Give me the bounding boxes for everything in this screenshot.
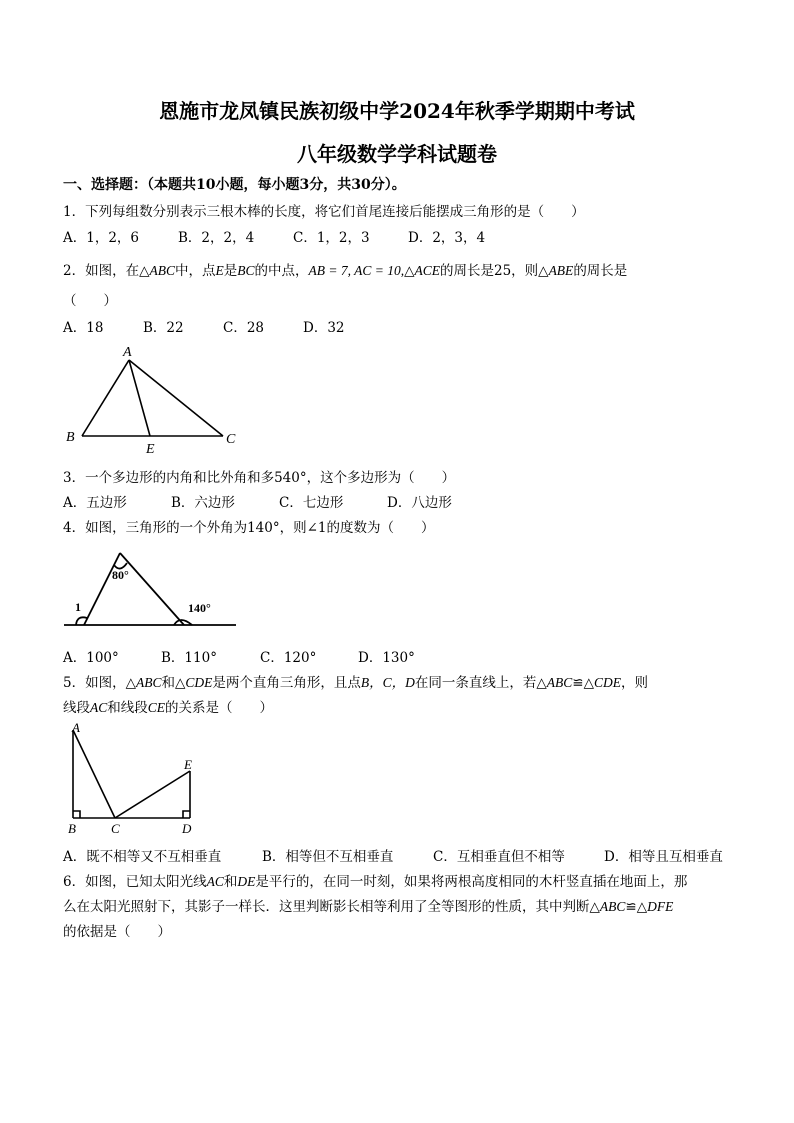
question-4-option-a: A．100° (63, 650, 119, 666)
question-4-option-b: B．110° (161, 650, 217, 666)
label-d: D (182, 821, 192, 836)
segment-ab (82, 360, 129, 436)
question-2-option-d: D．32 (303, 320, 345, 336)
question-1-option-c: C．1，2，3 (293, 230, 370, 246)
left-side (84, 553, 120, 625)
angle-label-top: 80° (112, 568, 129, 582)
right-angle-d (183, 811, 190, 818)
segment-ac (73, 730, 115, 818)
question-5-text-line-2: 线段AC和线段CE的关系是（ ） (63, 700, 274, 716)
question-1-option-d: D．2，3，4 (408, 230, 486, 246)
segment-ce (115, 771, 190, 818)
question-3-option-a: A．五边形 (63, 495, 127, 511)
section-heading: 一、选择题：（本题共10小题，每小题3分，共30分）。 (63, 177, 406, 193)
question-1-option-b: B．2，2，4 (178, 230, 255, 246)
question-2-option-a: A．18 (63, 320, 104, 336)
question-2-text: 2．如图，在△ABC中，点E是BC的中点，AB = 7, AC = 10,△ACE的周长是25，则△ABE的周长是 (63, 263, 628, 279)
question-3-option-b: B．六边形 (171, 495, 235, 511)
question-5-right-triangles-figure (62, 718, 212, 843)
question-3-option-c: C．七边形 (279, 495, 344, 511)
question-6-text-line-1: 6．如图，已知太阳光线AC和DE是平行的，在同一时刻，如果将两根高度相同的木杆竖直插在地面上，那 (63, 874, 688, 890)
question-3-text: 3．一个多边形的内角和比外角和多540°，这个多边形为（ ） (63, 470, 456, 486)
question-6-text-line-3: 的依据是（ ） (63, 924, 171, 940)
segment-ac (129, 360, 223, 436)
right-angle-b (73, 811, 80, 818)
label-b: B (66, 430, 75, 445)
label-b: B (68, 821, 76, 836)
label-e: E (184, 757, 192, 772)
page-subtitle: 八年级数学学科试题卷 (297, 142, 497, 166)
question-5-text-line-1: 5．如图，△ABC和△CDE是两个直角三角形，且点B，C，D在同一条直线上，若△ABC≌△CDE，则 (63, 675, 648, 691)
question-2-answer-paren: （ ） (63, 293, 117, 309)
label-a: A (72, 720, 80, 735)
question-5-option-c: C．互相垂直但不相等 (433, 849, 565, 865)
question-1-option-a: A．1，2，6 (63, 230, 140, 246)
question-2-triangle-figure (60, 340, 250, 460)
question-1-text: 1．下列每组数分别表示三根木棒的长度，将它们首尾连接后能摆成三角形的是（ ） (63, 204, 585, 220)
label-c: C (111, 821, 120, 836)
question-4-option-c: C．120° (260, 650, 317, 666)
angle-label-1: 1 (75, 600, 81, 614)
right-side (120, 553, 184, 625)
question-5-option-a: A．既不相等又不互相垂直 (63, 849, 222, 865)
question-4-text: 4．如图，三角形的一个外角为140°，则∠1的度数为（ ） (63, 520, 435, 536)
angle-label-140: 140° (188, 601, 211, 615)
label-a: A (123, 345, 132, 360)
question-5-option-d: D．相等且互相垂直 (604, 849, 723, 865)
question-5-option-b: B．相等但不互相垂直 (262, 849, 394, 865)
question-2-option-b: B．22 (143, 320, 184, 336)
question-2-option-c: C．28 (223, 320, 265, 336)
label-c: C (226, 432, 236, 447)
question-4-option-d: D．130° (358, 650, 415, 666)
segment-ae (129, 360, 150, 436)
page-title: 恩施市龙凤镇民族初级中学2024年秋季学期期中考试 (159, 99, 635, 123)
question-3-option-d: D．八边形 (387, 495, 452, 511)
label-e: E (146, 442, 155, 457)
question-4-triangle-figure (60, 545, 240, 635)
question-6-text-line-2: 么在太阳光照射下，其影子一样长．这里判断影长相等利用了全等图形的性质，其中判断△ABC≌△DFE (63, 899, 674, 915)
